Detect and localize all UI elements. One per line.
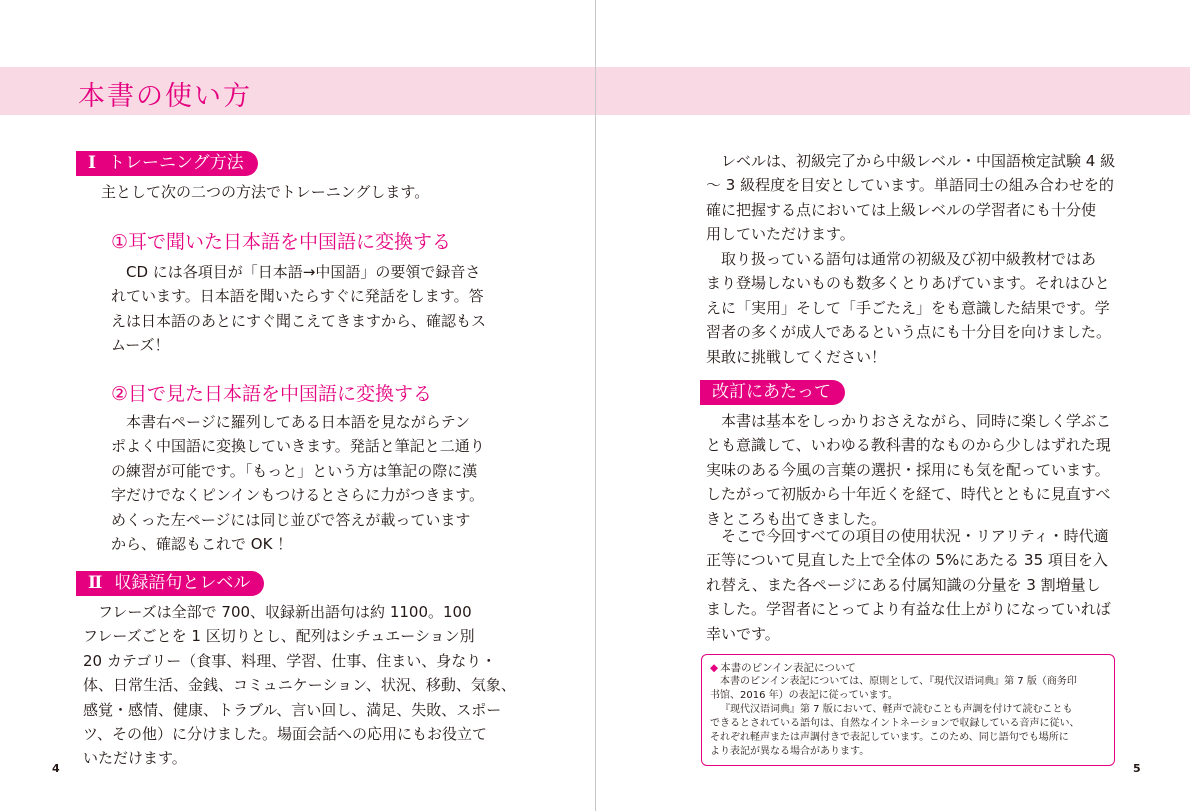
text-line: 実味のある今風の言葉の選択・採用にも気を配っています。 xyxy=(706,460,1110,479)
note-line: 书馆、2016 年）の表記に従っています。 xyxy=(710,690,898,701)
method2-body xyxy=(111,410,485,556)
text-line: したがって初版から十年近くを経て、時代とともに見直すべ xyxy=(706,485,1111,504)
text-line: れています。日本語を聞いたらすぐに発話をします。答 xyxy=(111,287,484,306)
text-line: 本書右ページに羅列してある日本語を見ながらテン xyxy=(126,413,470,431)
section1-heading xyxy=(76,151,258,176)
text-line: 取り扱っている語句は通常の初級及び初中級教材ではあ xyxy=(721,250,1097,268)
text-line: CD には各項目が「日本語→中国語」の要領で録音さ xyxy=(126,263,481,281)
text-line: 確に把握する点においては上級レベルの学習者にも十分使 xyxy=(706,200,1097,219)
revision-paragraph-2 xyxy=(706,524,1111,646)
note-line: 本書のピンイン表記については、原則として、『現代汉语词典』第 7 版（商务印 xyxy=(720,676,1077,687)
note-line: より表記が異なる場合があります。 xyxy=(710,746,870,757)
note-title-text: 本書のピンイン表記について xyxy=(720,662,856,674)
text-line: 幸いです。 xyxy=(706,624,780,643)
text-line: から、確認もこれで OK ！ xyxy=(111,535,293,554)
level-paragraph-2 xyxy=(706,247,1111,369)
note-title xyxy=(710,661,1106,675)
text-line: めくった左ページには同じ並びで答えが載っています xyxy=(111,510,471,529)
note-line: できるとされている語句は、自然なイントネーションで収録している音声に従い、 xyxy=(710,718,1080,729)
text-line: えに「実用」そして「手ごたえ」をも意識した結果です。学 xyxy=(706,298,1110,317)
text-line: れ替え、また各ページにある付属知識の分量を 3 割増量し xyxy=(706,575,1101,594)
page-title: 本書の使い方 xyxy=(78,81,252,112)
section2-heading xyxy=(76,571,264,596)
diamond-icon: ◆ xyxy=(710,662,719,674)
note-line: 『现代汉语词典』第 7 版において、軽声で読むことも声調を付けて読むことも xyxy=(720,704,1073,715)
text-line: 本書は基本をしっかりおさえながら、同時に楽しく学ぶこ xyxy=(721,412,1112,430)
section2-heading-text: 収録語句とレベル xyxy=(114,573,251,593)
text-line: ツ、その他）に分けました。場面会話への応用にもお役立て xyxy=(83,725,487,744)
text-line: 20 カテゴリー（食事、料理、学習、仕事、住まい、身なり・ xyxy=(83,651,497,670)
text-line: フレーズごとを 1 区切りとし、配列はシチュエーション別 xyxy=(83,627,475,646)
page-number-left: 4 xyxy=(52,762,60,775)
section2-body xyxy=(83,600,516,771)
text-line: 体、日常生活、金銭、コミュニケーション、状況、移動、気象、 xyxy=(83,676,516,695)
pinyin-note-box xyxy=(701,654,1115,766)
text-line: ～ 3 級程度を目安としています。単語同士の組み合わせを的 xyxy=(706,176,1114,195)
note-line: それぞれ軽声または声調付きで表記しています。このため、同じ語句でも場所に xyxy=(710,732,1069,743)
method2-title: ②目で見た日本語を中国語に変換する xyxy=(111,383,433,405)
text-line: ました。学習者にとってより有益な仕上がりになっていれば xyxy=(706,600,1111,619)
text-line: そこで今回すべての項目の使用状況・リアリティ・時代適 xyxy=(721,527,1109,545)
text-line: いただけます。 xyxy=(83,749,187,768)
text-line: ムーズ！ xyxy=(111,336,170,355)
page-number-right: 5 xyxy=(1133,762,1141,775)
section1-intro: 主として次の二つの方法でトレーニングします。 xyxy=(101,183,430,201)
page-spine xyxy=(595,0,596,811)
text-line: 正等について見直した上で全体の 5%にあたる 35 項目を入 xyxy=(706,551,1108,570)
revision-paragraph-1 xyxy=(706,409,1111,531)
text-line: きところも出てきました。 xyxy=(706,509,887,528)
text-line: 字だけでなくピンインもつけるとさらに力がつきます。 xyxy=(111,486,485,505)
method1-title: ①耳で聞いた日本語を中国語に変換する xyxy=(111,231,452,253)
text-line: ポよく中国語に変換していきます。発話と筆記と二通り xyxy=(111,437,485,456)
text-line: 用していただけます。 xyxy=(706,225,855,244)
text-line: とも意識して、いわゆる教科書的なものから少しはずれた現 xyxy=(706,436,1111,455)
text-line: フレーズは全部で 700、収録新出語句は約 1100。100 xyxy=(98,603,472,621)
method1-body xyxy=(111,260,486,358)
section2-number: Ⅱ xyxy=(88,573,103,593)
text-line: 果敢に挑戦してください！ xyxy=(706,347,887,366)
level-paragraph-1 xyxy=(706,149,1115,247)
text-line: 感覚・感情、健康、トラブル、言い回し、満足、失敗、スポー xyxy=(83,700,502,719)
text-line: えは日本語のあとにすぐ聞こえてきますから、確認もス xyxy=(111,311,487,330)
section1-heading-text: トレーニング方法 xyxy=(107,153,244,173)
text-line: 習者の多くが成人であるという点にも十分目を向けました。 xyxy=(706,323,1112,342)
text-line: の練習が可能です。「もっと」という方は筆記の際に漢 xyxy=(111,461,478,480)
text-line: まり登場しないものも数多くとりあげています。それはひと xyxy=(706,274,1110,293)
text-line: レベルは、初級完了から中級レベル・中国語検定試験 4 級 xyxy=(721,152,1116,170)
section1-number: Ⅰ xyxy=(88,153,96,173)
revision-heading: 改訂にあたって xyxy=(700,380,845,405)
